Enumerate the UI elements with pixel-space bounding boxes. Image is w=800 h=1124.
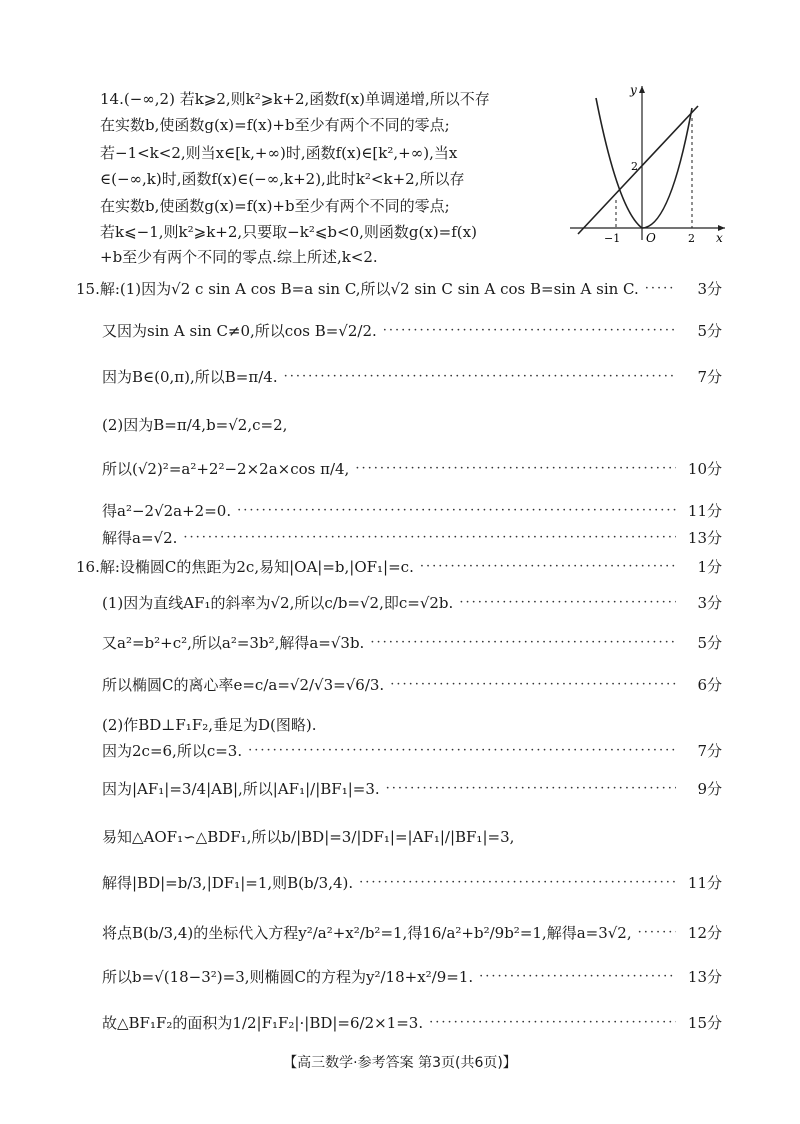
y-tick-2: 2 <box>631 160 638 173</box>
p15-score-3: 7分 <box>697 368 722 386</box>
page-footer: 【高三数学·参考答案 第3页(共6页)】 <box>283 1055 517 1071</box>
p16-text-8: 易知△AOF₁∽△BDF₁,所以b/|BD|=3/|DF₁|=|AF₁|/|BF₁|=3, <box>102 828 515 846</box>
p16-score-9: 11分 <box>687 874 722 892</box>
p16-score-7: 9分 <box>697 780 722 798</box>
p16-text-12: 故△BF₁F₂的面积为1/2|F₁F₂|·|BD|=6/2×1=3. <box>102 1014 424 1032</box>
line-x-plus-2 <box>578 106 698 234</box>
p16-row-3 <box>102 632 722 653</box>
p16-row-11 <box>102 966 722 987</box>
origin-label: O <box>646 231 656 245</box>
p16-text-4: 所以椭圆C的离心率e=c/a=√2/√3=√6/3. <box>102 676 385 694</box>
p14-line-1: 14.(−∞,2) 若k⩾2,则k²⩾k+2,函数f(x)单调递增,所以不存 <box>100 90 490 108</box>
p16-score-1: 1分 <box>697 558 722 576</box>
leader-dots <box>390 677 676 692</box>
p14-line-4: ∈(−∞,k)时,函数f(x)∈(−∞,k+2),此时k²<k+2,所以存 <box>100 170 465 188</box>
leader-dots <box>429 1015 676 1030</box>
p15-text-7: 解得a=√2. <box>102 529 178 547</box>
p16-row-12 <box>102 1012 722 1033</box>
p16-text-1: 16.解:设椭圆C的焦距为2c,易知|OA|=b,|OF₁|=c. <box>76 558 414 576</box>
p16-text-3: 又a²=b²+c²,所以a²=3b²,解得a=√3b. <box>102 634 365 652</box>
leader-dots <box>248 743 676 758</box>
p15-row-5 <box>102 458 722 479</box>
p16-text-2: (1)因为直线AF₁的斜率为√2,所以c/b=√2,即c=√2b. <box>102 594 454 612</box>
p14-line-2: 在实数b,使函数g(x)=f(x)+b至少有两个不同的零点; <box>100 116 450 134</box>
p16-row-2 <box>102 592 722 613</box>
p16-text-5: (2)作BD⊥F₁F₂,垂足为D(图略). <box>102 716 317 734</box>
p15-text-3: 因为B∈(0,π),所以B=π/4. <box>102 368 278 386</box>
p14-line-5: 在实数b,使函数g(x)=f(x)+b至少有两个不同的零点; <box>100 197 450 215</box>
leader-dots <box>237 503 676 518</box>
leader-dots <box>284 369 676 384</box>
p16-row-10 <box>102 922 722 943</box>
leader-dots <box>359 875 676 890</box>
tick-2: 2 <box>688 232 695 245</box>
leader-dots <box>645 281 676 296</box>
p15-row-4 <box>102 414 722 435</box>
p16-text-7: 因为|AF₁|=3/4|AB|,所以|AF₁|/|BF₁|=3. <box>102 780 380 798</box>
p15-text-5: 所以(√2)²=a²+2²−2×2a×cos π/4, <box>102 460 350 478</box>
p15-score-6: 11分 <box>687 502 722 520</box>
p16-row-4 <box>102 674 722 695</box>
p15-row-1 <box>76 278 722 299</box>
leader-dots <box>355 461 676 476</box>
p15-text-6: 得a²−2√2a+2=0. <box>102 502 232 520</box>
p16-row-9 <box>102 872 722 893</box>
p16-text-11: 所以b=√(18−3²)=3,则椭圆C的方程为y²/18+x²/9=1. <box>102 968 474 986</box>
p16-score-6: 7分 <box>697 742 722 760</box>
leader-dots <box>370 635 676 650</box>
p15-score-5: 10分 <box>687 460 722 478</box>
p15-score-1: 3分 <box>697 280 722 298</box>
function-graph <box>560 80 730 245</box>
p16-score-12: 15分 <box>687 1014 722 1032</box>
p16-row-5 <box>102 714 722 735</box>
leader-dots <box>420 559 676 574</box>
p16-score-3: 5分 <box>697 634 722 652</box>
p15-row-7 <box>102 527 722 548</box>
p15-text-1: 15.解:(1)因为√2 c sin A cos B=a sin C,所以√2 sin C sin A cos B=sin A sin C. <box>76 280 639 298</box>
p16-row-8 <box>102 826 722 847</box>
leader-dots <box>459 595 676 610</box>
p16-text-6: 因为2c=6,所以c=3. <box>102 742 243 760</box>
p14-line-7: +b至少有两个不同的零点.综上所述,k<2. <box>100 248 378 266</box>
p16-text-10: 将点B(b/3,4)的坐标代入方程y²/a²+x²/b²=1,得16/a²+b²/9b²=1,解得a=3√2, <box>102 924 632 942</box>
leader-dots <box>479 969 676 984</box>
p15-row-3 <box>102 366 722 387</box>
p16-score-2: 3分 <box>697 594 722 612</box>
p16-row-1 <box>76 556 722 577</box>
p16-row-7 <box>102 778 722 799</box>
p15-score-2: 5分 <box>697 322 722 340</box>
leader-dots <box>183 530 676 545</box>
y-axis-arrow <box>639 86 645 93</box>
y-axis-label: y <box>630 83 637 97</box>
p15-score-7: 13分 <box>687 529 722 547</box>
p16-score-4: 6分 <box>697 676 722 694</box>
p15-text-2: 又因为sin A sin C≠0,所以cos B=√2/2. <box>102 322 377 340</box>
leader-dots <box>386 781 676 796</box>
p15-row-6 <box>102 500 722 521</box>
p15-text-4: (2)因为B=π/4,b=√2,c=2, <box>102 416 288 434</box>
p14-line-3: 若−1<k<2,则当x∈[k,+∞)时,函数f(x)∈[k²,+∞),当x <box>100 144 458 162</box>
parabola-right <box>642 108 692 228</box>
p15-row-2 <box>102 320 722 341</box>
p16-text-9: 解得|BD|=b/3,|DF₁|=1,则B(b/3,4). <box>102 874 354 892</box>
p16-score-10: 12分 <box>687 924 722 942</box>
p14-line-6: 若k⩽−1,则k²⩾k+2,只要取−k²⩽b<0,则函数g(x)=f(x) <box>100 223 477 241</box>
leader-dots <box>638 925 676 940</box>
p16-row-6 <box>102 740 722 761</box>
tick-neg1: −1 <box>604 232 621 245</box>
leader-dots <box>383 323 676 338</box>
x-axis-label: x <box>716 231 723 245</box>
p16-score-11: 13分 <box>687 968 722 986</box>
